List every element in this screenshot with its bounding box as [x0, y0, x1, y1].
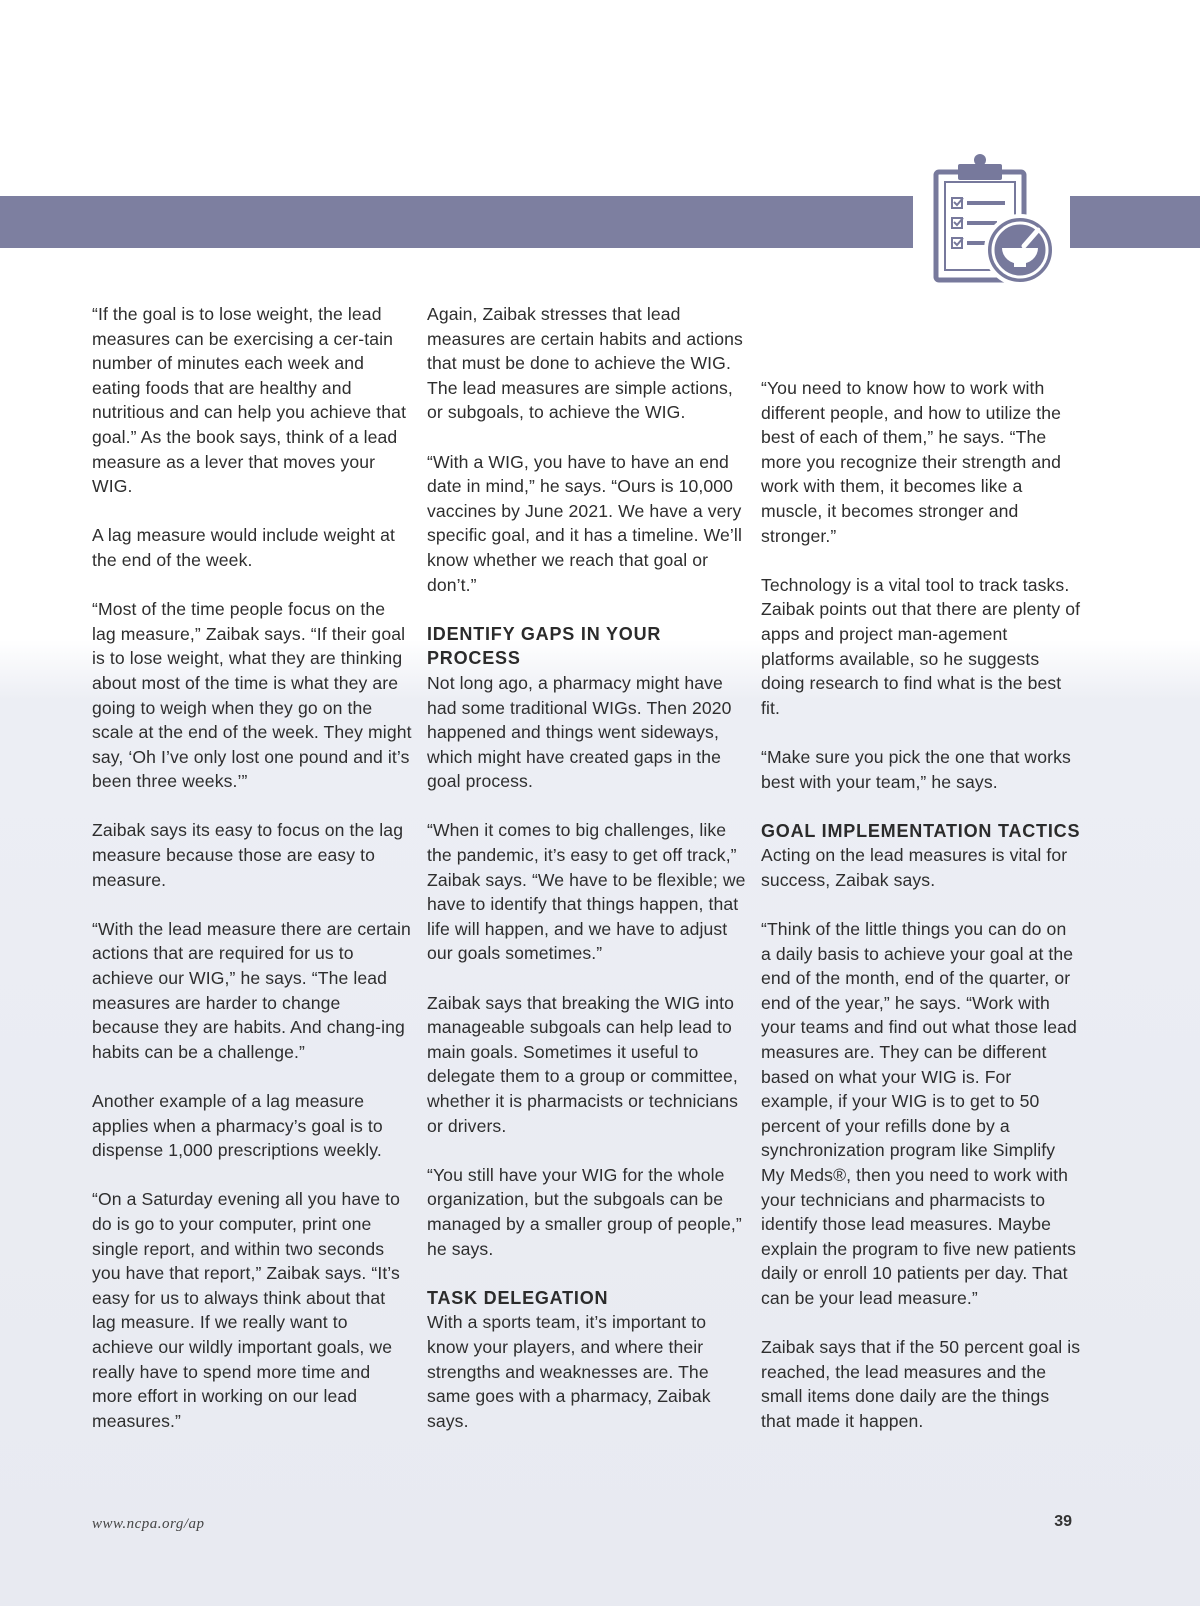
page-number: 39	[1054, 1513, 1072, 1530]
section-heading-task-delegation: TASK DELEGATION	[427, 1287, 609, 1308]
section-heading-identify-gaps: IDENTIFY GAPS IN YOUR PROCESS	[427, 623, 662, 669]
paragraph: Acting on the lead measures is vital for success, Zaibak says.	[761, 845, 1068, 890]
paragraph: Zaibak says that breaking the WIG into manageable subgoals can help lead to main goals. Sometimes it useful to delegate them to a group or committee, whether it is pharmacists or technicians or drivers.	[427, 992, 739, 1136]
paragraph: “If the goal is to lose weight, the lead measures can be exercising a cer-tain number of minutes each week and eating foods that are healthy and nutritious and can help you achieve that goal.” As the book says, think of a lead measure as a lever that moves your WIG.	[92, 304, 407, 497]
paragraph: Another example of a lag measure applies when a pharmacy’s goal is to dispense 1,000 prescriptions weekly.	[92, 1091, 383, 1161]
clipboard-checklist-icon	[928, 150, 1058, 290]
paragraph: Technology is a vital tool to track tasks. Zaibak points out that there are plenty of apps and project man-agement platforms available, so he suggests doing research to find what is the best fit.	[761, 574, 1081, 718]
paragraph: Again, Zaibak stresses that lead measures are certain habits and actions that must be done to achieve the WIG. The lead measures are simple actions, or subgoals, to achieve the WIG.	[427, 304, 743, 423]
section-heading-goal-implementation: GOAL IMPLEMENTATION TACTICS	[761, 820, 1081, 841]
paragraph: Zaibak says that if the 50 percent goal is reached, the lead measures and the small items done daily are the things that made it happen.	[761, 1337, 1081, 1431]
header-band-right	[1070, 196, 1200, 248]
article-column-1	[92, 302, 412, 1458]
paragraph: “You need to know how to work with different people, and how to utilize the best of each of them,” he says. “The more you recognize their strength and work with them, it becomes like a muscle, it becomes stronger and stronger.”	[761, 378, 1062, 546]
paragraph: A lag measure would include weight at the end of the week.	[92, 525, 395, 570]
footer-url: www.ncpa.org/ap	[92, 1516, 205, 1532]
article-column-2	[427, 302, 747, 1458]
paragraph: “With the lead measure there are certain actions that are required for us to achieve our WIG,” he says. “The lead measures are harder to change because they are habits. And chang-ing habits can be a challenge.”	[92, 918, 411, 1062]
paragraph: “When it comes to big challenges, like the pandemic, it’s easy to get off track,” Zaibak says. “We have to be flexible; we have to identify that things happen, that life will happen, and we have to adjust our goals sometimes.”	[427, 820, 746, 964]
paragraph: “Make sure you pick the one that works best with your team,” he says.	[761, 746, 1071, 792]
article-column-3	[761, 376, 1081, 1458]
header-band-left	[0, 196, 913, 248]
paragraph: “Most of the time people focus on the lag measure,” Zaibak says. “If their goal is to lose weight, what they are thinking about most of the time is what they are going to weigh when they go on the scale at the end of the week. They might say, ‘Oh I’ve only lost one pound and it’s been three weeks.’”	[92, 599, 412, 792]
paragraph: With a sports team, it’s important to know your players, and where their strengths and weaknesses are. The same goes with a pharmacy, Zaibak says.	[427, 1312, 711, 1431]
paragraph: “With a WIG, you have to have an end date in mind,” he says. “Ours is 10,000 vaccines by June 2021. We have a very specific goal, and it has a timeline. We’ll know whether we reach that goal or don’t.”	[427, 451, 742, 595]
paragraph: “On a Saturday evening all you have to do is go to your computer, print one single report, and within two seconds you have that report,” Zaibak says. “It’s easy for us to always think about that lag measure. If we really want to achieve our wildly important goals, we really have to spend more time and more effort in working on our lead measures.”	[92, 1189, 400, 1431]
paragraph: Not long ago, a pharmacy might have had some traditional WIGs. Then 2020 happened and things went sideways, which might have created gaps in the goal process.	[427, 672, 732, 792]
paragraph: “Think of the little things you can do on a daily basis to achieve your goal at the end of the month, end of the quarter, or end of the year,” he says. “Work with your teams and find out what those lead measures are. They can be different based on what your WIG is. For example, if your WIG is to get to 50 percent of your refills done by a synchronization program like Simplify My Meds®, then you need to work with your technicians and pharmacists to identify those lead measures. Maybe explain the program to five new patients daily or enroll 10 patients per day. That can be your lead measure.”	[761, 919, 1077, 1308]
paragraph: “You still have your WIG for the whole organization, but the subgoals can be managed by a smaller group of people,” he says.	[427, 1164, 742, 1259]
paragraph: Zaibak says its easy to focus on the lag measure because those are easy to measure.	[92, 820, 404, 890]
